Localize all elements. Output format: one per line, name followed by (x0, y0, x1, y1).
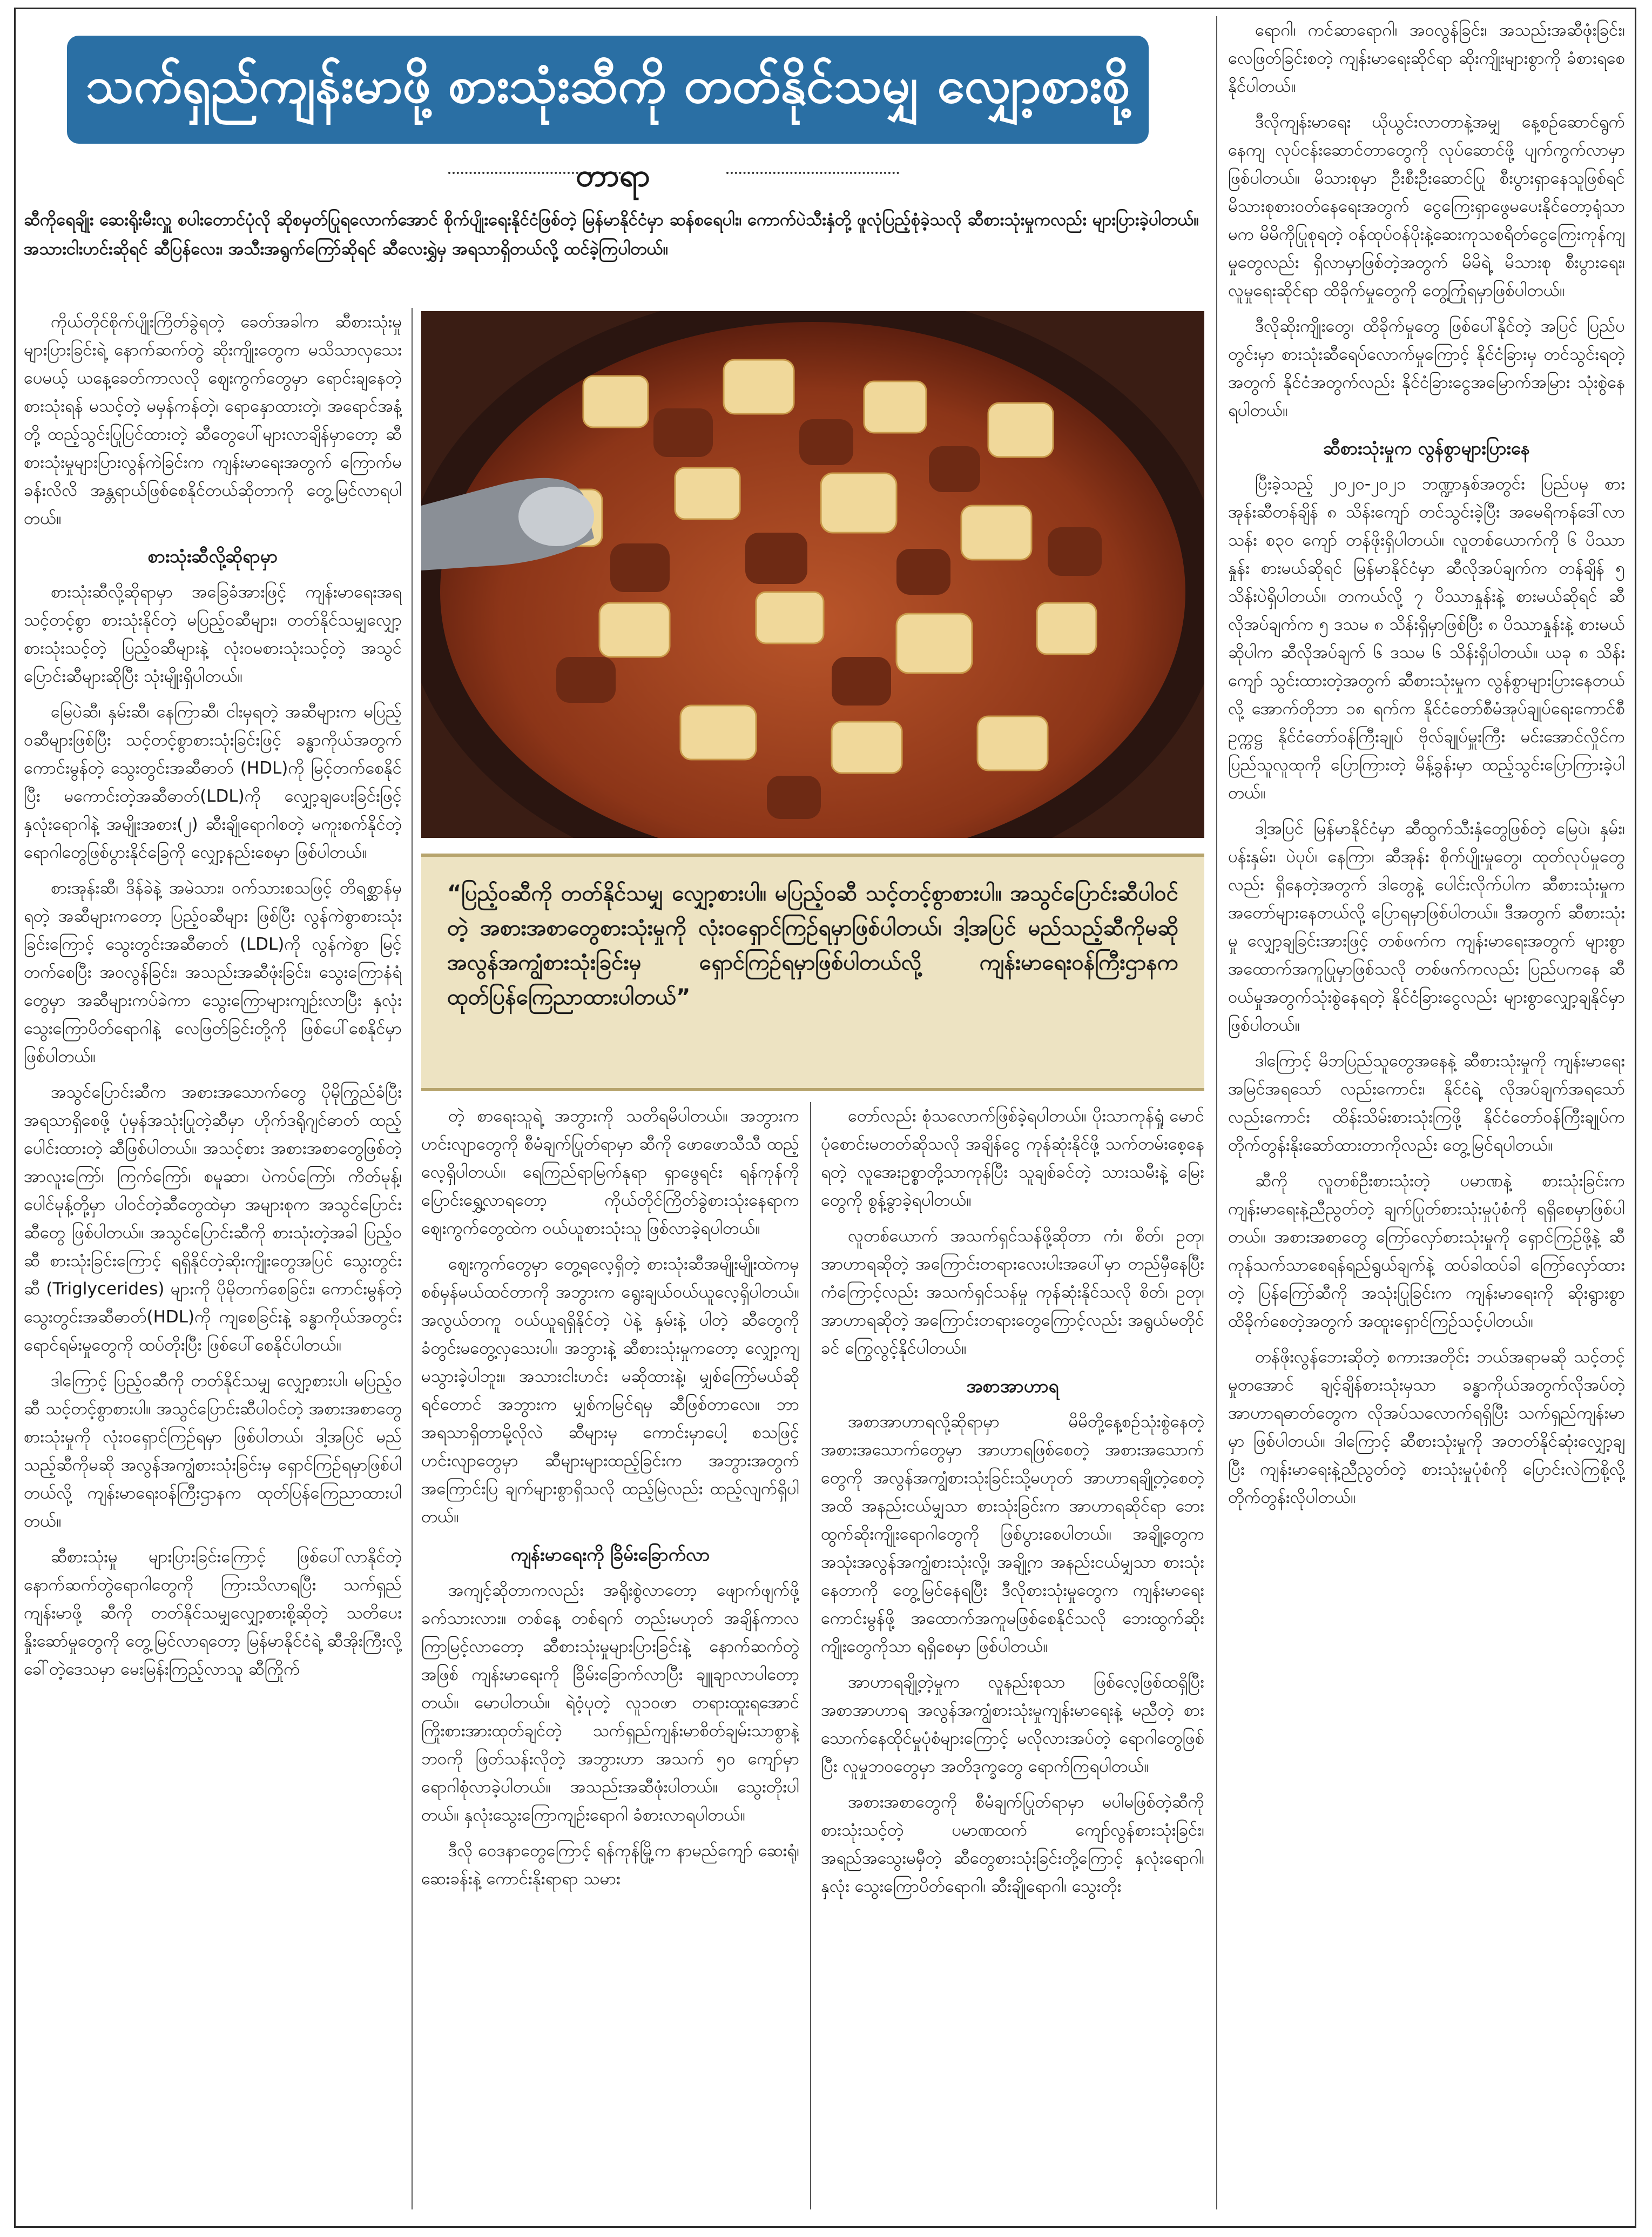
paragraph: ဒါကြောင့် မိဘပြည်သူတွေအနေနဲ့ ဆီစားသုံးမှုကို ကျန်းမာရေးအမြင်အရသော် လည်းကောင်း၊ နိုင်ငံရဲ့ လိုအပ်ချက်အရသော် လည်းကောင်း ထိန်းသိမ်းစားသုံးကြဖို့ နိုင်ငံတော်ဝန်ကြီးချုပ်က တိုက်တွန်းနိုးဆော်ထားတာကိုလည်း တွေ့မြင်ရပါတယ်။ (1228, 1051, 1625, 1155)
paragraph: ဒါ့အပြင် မြန်မာနိုင်ငံမှာ ဆီထွက်သီးနှံတွေဖြစ်တဲ့ မြေပဲ၊ နှမ်း၊ ပန်းနှမ်း၊ ပဲပုပ်၊ နေကြာ၊ ဆီအုန်း စိုက်ပျိုးမှုတွေ၊ ထုတ်လုပ်မှုတွေလည်း ရှိနေတဲ့အတွက် ဒါတွေနဲ့ ပေါင်းလိုက်ပါက ဆီစားသုံးမှုက အတော်များနေတယ်လို့ ပြောရမှာဖြစ်ပါတယ်။ ဒီအတွက် ဆီစားသုံးမှု လျှော့ချခြင်းအားဖြင့် တစ်ဖက်က ကျန်းမာရေးအတွက် များစွာအထောက်အကူပြုမှာဖြစ်သလို တစ်ဖက်ကလည်း ပြည်ပကနေ ဆီဝယ်မှုအတွက်သုံးစွဲနေရတဲ့ နိုင်ငံခြားငွေလည်း များစွာလျှော့ချနိုင်မှာ ဖြစ်ပါတယ်။ (1228, 819, 1625, 1035)
headline: သက်ရှည်ကျန်းမာဖို့ စားသုံးဆီကို တတ်နိုင်သမျှ လျှော့စားစို့ (85, 56, 1130, 114)
paragraph: မြေပဲဆီ၊ နှမ်းဆီ၊ နေကြာဆီ၊ ငါးမှရတဲ့ အဆီများက မပြည့်ဝဆီများဖြစ်ပြီး သင့်တင့်စွာစားသုံးခြင်းဖြင့် ခန္ဓာကိုယ်အတွက် ကောင်းမွန်တဲ့ သွေးတွင်းအဆီဓာတ် (HDL)ကို မြင့်တက်စေနိုင်ပြီး မကောင်းတဲ့အဆီဓာတ်(LDL)ကို လျှော့ချပေးခြင်းဖြင့် နှလုံးရောဂါနဲ့ အမျိုးအစား(၂) ဆီးချိုရောဂါစတဲ့ မကူးစက်နိုင်တဲ့ ရောဂါတွေဖြစ်ပွားနိုင်ခြေကို လျှော့နည်းစေမှာ ဖြစ်ပါတယ်။ (24, 702, 402, 862)
lead-paragraph: ဆီကိုရေချိုး ဆေးရိုးမီးလှူ စပါးတောင်ပုံလို ဆိုစမှတ်ပြုရလောက်အောင် စိုက်ပျိုးရေးနိုင်ငံဖြစ်တဲ့ မြန်မာနိုင်ငံမှာ ဆန်စရေပါး၊ ကောက်ပဲသီးနှံတို့ ဖူလုံပြည့်စုံခဲ့သလို ဆီစားသုံးမှုကလည်း များပြားခဲ့ပါတယ်။ အသားငါးဟင်းဆိုရင် ဆီပြန်လေး၊ အသီးအရွက်ကြော်ဆိုရင် ဆီလေးရွှဲမှ အရသာရှိတယ်လို့ ထင်ခဲ့ကြပါတယ်။ (24, 210, 1199, 259)
pull-quote (421, 854, 1204, 1091)
pull-quote-text: “ပြည့်ဝဆီကို တတ်နိုင်သမျှ လျှော့စားပါ။ မပြည့်ဝဆီ သင့်တင့်စွာစားပါ။ အသွင်ပြောင်းဆီပါဝင်တဲ့ အစားအစာတွေစားသုံးမှုကို လုံးဝရှောင်ကြဉ်ရမှာဖြစ်ပါတယ်၊ ဒါ့အပြင် မည်သည့်ဆီကိုမဆို အလွန်အကျွံစားသုံးခြင်းမှ ရှောင်ကြဉ်ရမှာဖြစ်ပါတယ်လို့ ကျန်းမာရေးဝန်ကြီးဌာနက ထုတ်ပြန်ကြေညာထားပါတယ်” (447, 881, 1178, 1010)
headline-banner (67, 36, 1149, 144)
paragraph: ဆီကို လူတစ်ဦးစားသုံးတဲ့ ပမာဏနဲ့ စားသုံးခြင်းက ကျန်းမာရေးနဲ့ညီညွတ်တဲ့ ချက်ပြုတ်စားသုံးမှုပုံစံကို ရရှိစေမှာဖြစ်ပါတယ်။ အစားအစာတွေ ကြော်လှော်စားသုံးမှုကို ရှောင်ကြဉ်ဖို့နဲ့ ဆီကုန်သက်သာစေရန်ရည်ရွယ်ချက်နဲ့ ထပ်ခါထပ်ခါ ကြော်လှော်ထားတဲ့ ပြန်ကြော်ဆီကို အသုံးပြုခြင်းက ကျန်းမာရေးကို ဆိုးရွားစွာထိခိုက်စေတဲ့အတွက် အထူးရှောင်ကြဉ်သင့်ပါတယ်။ (1228, 1171, 1625, 1331)
paragraph: အသွင်ပြောင်းဆီက အစားအသောက်တွေ ပိုမိုကြွည်ခံပြီး အရသာရှိစေဖို့ ပုံမှန်အသုံးပြုတဲ့ဆီမှာ ဟိုက်ဒရိုဂျင်ဓာတ် ထည့်ပေါင်းထားတဲ့ ဆီဖြစ်ပါတယ်။ အသင့်စား အစားအစာတွေဖြစ်တဲ့ အာလူးကြော်၊ ကြက်ကြော်၊ စမူဆာ၊ ပဲကပ်ကြော်၊ ကိတ်မုန့်၊ ပေါင်မုန့်တို့မှာ ပါဝင်တဲ့ဆီတွေထဲမှာ အများစုက အသွင်ပြောင်းဆီတွေ ဖြစ်ပါတယ်။ အသွင်ပြောင်းဆီကို စားသုံးတဲ့အခါ ပြည့်ဝဆီ စားသုံးခြင်းကြောင့် ရရှိနိုင်တဲ့ဆိုးကျိုးတွေအပြင် သွေးတွင်းဆီ (Triglycerides) များကို ပိုမိုတက်စေခြင်း၊ ကောင်းမွန်တဲ့ သွေးတွင်းအဆီဓာတ်(HDL)ကို ကျစေခြင်းနဲ့ ခန္ဓာကိုယ်အတွင်း ရောင်ရမ်းမှုတွေကို ထပ်တိုးပြီး ဖြစ်ပေါ်စေနိုင်ပါတယ်။ (24, 1083, 402, 1355)
paragraph: လူတစ်ယောက် အသက်ရှင်သန်ဖို့ဆိုတာ ကံ၊ စိတ်၊ ဥတု၊ အာဟာရဆိုတဲ့ အကြောင်းတရားလေးပါးအပေါ်မှာ တည်မှီနေပြီး ကံကြောင့်လည်း အသက်ရှင်သန်မှု ကုန်ဆုံးနိုင်သလို စိတ်၊ ဥတု၊ အာဟာရဆိုတဲ့ အကြောင်းတရားတွေကြောင့်လည်း အရွယ်မတိုင်ခင် ကြွေလွင့်နိုင်ပါတယ်။ (821, 1226, 1204, 1358)
paragraph: တန်ဖိုးလွန်ဘေးဆိုတဲ့ စကားအတိုင်း ဘယ်အရာမဆို သင့်တင့်မှုတအောင် ချင့်ချိန်စားသုံးမှသာ ခန္ဓာကိုယ်အတွက်လိုအပ်တဲ့ အာဟာရဓာတ်တွေက လိုအပ်သလောက်ရရှိပြီး သက်ရှည်ကျန်းမာမှာ ဖြစ်ပါတယ်။ ဒါကြောင့် ဆီစားသုံးမှုကို အတတ်နိုင်ဆုံးလျှော့ချပြီး ကျန်းမာရေးနဲ့ညီညွတ်တဲ့ စားသုံးမှုပုံစံကို ပြောင်းလဲကြစို့လို့ တိုက်တွန်းလိုပါတယ်။ (1228, 1347, 1625, 1507)
subheading: စားသုံးဆီလို့ဆိုရာမှာ (147, 546, 278, 567)
paragraph: ဒီလိုဆိုးကျိုးတွေ၊ ထိခိုက်မှုတွေ ဖြစ်ပေါ်နိုင်တဲ့ အပြင် ပြည်ပတွင်းမှာ စားသုံးဆီရေပ်လောက်မှုကြောင့် နိုင်ငံခြားမှ တင်သွင်းရတဲ့အတွက် နိုင်ငံအတွက်လည်း နိုင်ငံခြားငွေအမြောက်အမြား သုံးစွဲနေရပါတယ်။ (1228, 317, 1625, 420)
paragraph: အာဟာရချို့တဲ့မှုက လူနည်းစုသာ ဖြစ်လေ့ဖြစ်ထရှိပြီး အစာအာဟာရ အလွန်အကျွံစားသုံးမှုကျန်းမာရေးနဲ့ မညီတဲ့ စားသောက်နေထိုင်မှုပုံစံများကြောင့် မလိုလားအပ်တဲ့ ရောဂါတွေဖြစ်ပြီး လူမှုဘဝတွေမှာ အတိဒုက္ခတွေ ရောက်ကြရပါတယ်။ (821, 1672, 1204, 1776)
column-4 (1228, 16, 1625, 2209)
paragraph: တဲ့ စာရေးသူရဲ့ အဘွားကို သတိရမိပါတယ်။ အဘွားက ဟင်းလျာတွေကို စီမံချက်ပြုတ်ရာမှာ ဆီကို ဖောဖောသီသီ ထည့်လေ့ရှိပါတယ်။ ရေကြည်ရာမြက်နုရာ ရှာဖွေရင်း ရန်ကုန်ကို ပြောင်းရွှေ့လာရတော့ ကိုယ်တိုင်ကြိတ်ခွဲစားသုံးနေရာက ဈေးကွက်တွေထဲက ဝယ်ယူစားသုံးသူ ဖြစ်လာခဲ့ရပါတယ်။ (421, 1106, 799, 1238)
byline-rule-right (726, 172, 899, 174)
subheading: ကျန်းမာရေးကို ခြိမ်းခြောက်လာ (510, 1544, 710, 1565)
paragraph: ဆီစားသုံးမှု များပြားခြင်းကြောင့် ဖြစ်ပေါ်လာနိုင်တဲ့ နောက်ဆက်တွဲရောဂါတွေကို ကြားသိလာရပြီး သက်ရှည်ကျန်းမာဖို့ ဆီကို တတ်နိုင်သမျှလျှော့စားစို့ဆိုတဲ့ သတိပေးနှိုးဆော်မှုတွေကို တွေ့မြင်လာရတော့ မြန်မာနိုင်ငံရဲ့ ဆီအိုးကြီးလို့ ခေါ်တဲ့ဒေသမှာ မေးမြန်းကြည့်လာသူ ဆီကြိုက် (24, 1547, 402, 1679)
column-2 (421, 1102, 799, 2209)
paragraph: တော်လည်း စုံသလောက်ဖြစ်ခဲ့ရပါတယ်။ ပိုးသာကုန်ရှုံ မောင်ပုံစောင်းမတတ်ဆိုသလို အချိန်ငွေ ကုန်ဆုံးနိုင်ဖို့ သက်တမ်းစေ့နေရတဲ့ လူအေးဥစ္စာတို့သာကုန်ပြီး သူချစ်ခင်တဲ့ သားသမီးနဲ့ မြေးတွေကို စွန့်ခွာခဲ့ရပါတယ်။ (821, 1106, 1204, 1210)
paragraph: အကျင့်ဆိုတာကလည်း အရိုးစွဲလာတော့ ဖျောက်ဖျက်ဖို့ ခက်သားလား။ တစ်နေ့ တစ်ရက် တည်းမဟုတ် အချိန်ကာလကြာမြင့်လာတော့ ဆီစားသုံးမှုများပြားခြင်းနဲ့ နောက်ဆက်တွဲအဖြစ် ကျန်းမာရေးကို ခြိမ်းခြောက်လာပြီး ချူချာလာပါတော့တယ်။ မောပါတယ်။ ရဲဝံ့ပုတဲ့ လူ၁၀ဖာ တရားထူးရအောင် ကြိုးစားအားထုတ်ချင်တဲ့ သက်ရှည်ကျန်းမာစိတ်ချမ်းသာစွာနဲ့ ဘဝကို ဖြတ်သန်းလိုတဲ့ အဘွားဟာ အသက် ၅၀ ကျော်မှာ ရောဂါစုံလာခဲ့ပါတယ်။ အသည်းအဆီဖုံးပါတယ်။ သွေးတိုးပါတယ်။ နှလုံးသွေးကြောကျဉ်းရောဂါ ခံစားလာရပါတယ်။ (421, 1581, 799, 1825)
column-divider (412, 308, 413, 2209)
column-3 (821, 1102, 1204, 2209)
byline: တာရာ (576, 157, 650, 193)
food-photo (421, 311, 1204, 838)
paragraph: ဈေးကွက်တွေမှာ တွေ့ရလေ့ရှိတဲ့ စားသုံးဆီအမျိုးမျိုးထဲကမှ စစ်မှန်မယ်ထင်တာကို အဘွားက ရွေးချယ်ဝယ်ယူလေ့ရှိပါတယ်။ အလွယ်တကူ ဝယ်ယူရရှိနိုင်တဲ့ ပဲနဲ့ နှမ်းနဲ့ ပါတဲ့ ဆီတွေကို ခံတွင်းမတွေ့လှသေးပါ။ အဘွားနဲ့ ဆီစားသုံးမှုကတော့ လျှော့ကျမသွားခဲ့ပါဘူး။ အသားငါးဟင်း မဆိုထားနဲ့၊ မျှစ်ကြော်မယ်ဆိုရင်တောင် အဘွားက မျှစ်ကမြင်ရမှ ဆီဖြစ်တာလေ။ ဘာအရသာရှိတာမို့လိုလဲ ဆီများမှ ကောင်းမှာပေါ့ စသဖြင့် ဟင်းလျာတွေမှာ ဆီများများထည့်ခြင်းက အဘွားအတွက် အကြောင်းပြ ချက်များစွာရှိသလို ထည့်မြဲလည်း ထည့်လျက်ရှိပါတယ်။ (421, 1254, 799, 1527)
column-1 (24, 308, 402, 2209)
subheading: အစာအာဟာရ (966, 1375, 1059, 1396)
column-divider (810, 1102, 811, 2209)
paragraph: အစာအာဟာရလို့ဆိုရာမှာ မိမိတို့နေ့စဉ်သုံးစွဲနေတဲ့ အစားအသောက်တွေမှာ အာဟာရဖြစ်စေတဲ့ အစားအသောက်တွေကို အလွန်အကျွံစားသုံးခြင်းသို့မဟုတ် အာဟာရချို့တဲ့စေတဲ့အထိ အနည်းငယ်မျှသာ စားသုံးခြင်းက အာဟာရဆိုင်ရာ ဘေးထွက်ဆိုးကျိုးရောဂါတွေကို ဖြစ်ပွားစေပါတယ်။ အချို့တွေက အသုံးအလွန်အကျွံစားသုံးလို့၊ အချို့က အနည်းငယ်မျှသာ စားသုံးနေတာကို တွေ့မြင်နေရပြီး ဒီလိုစားသုံးမှုတွေက ကျန်းမာရေးကောင်းမွန်ဖို့ အထောက်အကူမဖြစ်စေနိုင်သလို ဘေးထွက်ဆိုးကျိုးတွေကိုသာ ရရှိစေမှာ ဖြစ်ပါတယ်။ (821, 1412, 1204, 1656)
column-divider (1216, 16, 1217, 2209)
paragraph: စားအုန်းဆီ၊ ဒိန်ခဲနဲ့ အမဲသား၊ ဝက်သားစသဖြင့် တိရစ္ဆာန်မှရတဲ့ အဆီများကတော့ ပြည့်ဝဆီများ ဖြစ်ပြီး လွန်ကဲစွာစားသုံးခြင်းကြောင့် သွေးတွင်းအဆီဓာတ် (LDL)ကို လွန်ကဲစွာ မြင့်တက်စေပြီး အဝလွန်ခြင်း၊ အသည်းအဆီဖုံးခြင်း၊ သွေးကြောနံရံတွေမှာ အဆီများကပ်ခဲကာ သွေးကြောများကျဉ်းလာပြီး နှလုံးသွေးကြောပိတ်ရောဂါနဲ့ လေဖြတ်ခြင်းတို့ကို ဖြစ်ပေါ်စေနိုင်မှာ ဖြစ်ပါတယ်။ (24, 878, 402, 1066)
paragraph: ကိုယ်တိုင်စိုက်ပျိုးကြိတ်ခွဲရတဲ့ ခေတ်အခါက ဆီစားသုံးမှုများပြားခြင်းရဲ့ နောက်ဆက်တွဲ ဆိုးကျိုးတွေက မသိသာလှသေးပေမယ့် ယနေ့ခေတ်ကာလလို ဈေးကွက်တွေမှာ ရောင်းချနေတဲ့ စားသုံးရန် မသင့်တဲ့ မမှန်ကန်တဲ့၊ ရောနှောထားတဲ့၊ အရောင်အနံ့တို့ ထည့်သွင်းပြုပြင်ထားတဲ့ ဆီတွေပေါ်များလာချိန်မှာတော့ ဆီစားသုံးမှုများပြားလွန်ကဲခြင်းက ကျန်းမာရေးအတွက် ကြောက်မခန်းလိလိ အန္တရာယ်ဖြစ်စေနိုင်တယ်ဆိုတာကို တွေ့မြင်လာရပါတယ်။ (24, 312, 402, 528)
paragraph: ရောဂါ၊ ကင်ဆာရောဂါ၊ အဝလွန်ခြင်း၊ အသည်းအဆီဖုံးခြင်း၊ လေဖြတ်ခြင်းစတဲ့ ကျန်းမာရေးဆိုင်ရာ ဆိုးကျိုးများစွာကို ခံစားရစေနိုင်ပါတယ်။ (1228, 21, 1625, 96)
paragraph: အစားအစာတွေကို စီမံချက်ပြုတ်ရာမှာ မပါမဖြစ်တဲ့ဆီကို စားသုံးသင့်တဲ့ ပမာဏထက် ကျော်လွန်စားသုံးခြင်း၊ အရည်အသွေးမမှီတဲ့ ဆီတွေစားသုံးခြင်းတို့ကြောင့် နှလုံးရောဂါ၊ နှလုံး သွေးကြောပိတ်ရောဂါ၊ ဆီးချိုရောဂါ၊ သွေးတိုး (821, 1792, 1204, 1896)
paragraph: ဒီလိုကျန်းမာရေး ယိုယွင်းလာတာနဲ့အမျှ နေ့စဉ်ဆောင်ရွက်နေကျ လုပ်ငန်းဆောင်တာတွေကို လုပ်ဆောင်ဖို့ ပျက်ကွက်လာမှာ ဖြစ်ပါတယ်။ မိသားစုမှာ ဦးစီးဦးဆောင်ပြု စီးပွားရှာနေသူဖြစ်ရင် မိသားစုစားဝတ်နေရေးအတွက် ငွေကြေးရှာဖွေမပေးနိုင်တော့ရုံသာမက မိမိကိုပြုစုရတဲ့ ဝန်ထုပ်ဝန်ပိုးနဲ့ဆေးကုသစရိတ်ငွေကြေးကုန်ကျမှုတွေလည်း ရှိလာမှာဖြစ်တဲ့အတွက် မိမိရဲ့ မိသားစု စီးပွားရေး၊ လူမှုရေးဆိုင်ရာ ထိခိုက်မှုတွေကို တွေ့ကြုံရမှာဖြစ်ပါတယ်။ (1228, 112, 1625, 300)
pork-curry-pot-illustration (421, 311, 1204, 838)
paragraph: ဒါကြောင့် ပြည့်ဝဆီကို တတ်နိုင်သမျှ လျှော့စားပါ၊ မပြည့်ဝဆီ သင့်တင့်စွာစားပါ။ အသွင်ပြောင်းဆီပါဝင်တဲ့ အစားအစာတွေစားသုံးမှုကို လုံးဝရှောင်ကြဉ်ရမှာ ဖြစ်ပါတယ်၊ ဒါ့အပြင် မည်သည့်ဆီကိုမဆို အလွန်အကျွံစားသုံးခြင်းမှ ရှောင်ကြဉ်ရမှာဖြစ်ပါတယ်လို့ ကျန်းမာရေးဝန်ကြီးဌာနက ထုတ်ပြန်ကြေညာထားပါတယ်။ (24, 1371, 402, 1531)
paragraph: ဒီလို ဝေဒနာတွေကြောင့် ရန်ကုန်မြို့က နာမည်ကျော် ဆေးရုံ၊ ဆေးခန်းနဲ့ ကောင်းနိုးရာရာ သမား (421, 1841, 799, 1889)
subheading: ဆီစားသုံးမှုက လွန်စွာများပြားနေ (1323, 438, 1530, 459)
paragraph: စားသုံးဆီလို့ဆိုရာမှာ အခြေခံအားဖြင့် ကျန်းမာရေးအရ သင့်တင့်စွာ စားသုံးနိုင်တဲ့ မပြည့်ဝဆီများ၊ တတ်နိုင်သမျှလျှော့ စားသုံးသင့်တဲ့ ပြည့်ဝဆီများနဲ့ လုံးဝမစားသုံးသင့်တဲ့ အသွင်ပြောင်းဆီများဆိုပြီး သုံးမျိုးရှိပါတယ်။ (24, 582, 402, 686)
paragraph: ပြီးခဲ့သည့် ၂၀၂၀-၂၀၂၁ ဘဏ္ဍာနှစ်အတွင်း ပြည်ပမှ စားအုန်းဆီတန်ချိန် ၈ သိန်းကျော် တင်သွင်းခဲ့ပြီး အမေရိကန်ဒေါ်လာသန်း စ၃၀ ကျော် တန်ဖိုးရှိပါတယ်။ လူတစ်ယောက်ကို ၆ ပိဿာနှုန်း စားမယ်ဆိုရင် မြန်မာနိုင်ငံမှာ ဆီလိုအပ်ချက်က တန်ချိန် ၅ သိန်းပဲရှိပါတယ်။ တကယ်လို့ ၇ ပိဿာနှုန်းနဲ့ စားမယ်ဆိုရင် ဆီလိုအပ်ချက်က ၅ ဒသမ ၈ သိန်းရှိမှာဖြစ်ပြီး ၈ ပိဿာနှုန်းနဲ့ စားမယ်ဆိုပါက ဆီလိုအပ်ချက် ၆ ဒသမ ၆ သိန်းရှိပါတယ်။ ယခု ၈ သိန်းကျော် သွင်းထားတဲ့အတွက် ဆီစားသုံးမှုက လွန်စွာများပြားနေတယ်လို့ အောက်တိုဘာ ၁၈ ရက်က နိုင်ငံတော်စီမံအုပ်ချုပ်ရေးကောင်စီ ဥက္ကဋ္ဌ နိုင်ငံတော်ဝန်ကြီးချုပ် ဗိုလ်ချုပ်မှူးကြီး မင်းအောင်လှိုင်က ပြည်သူလူထုကို ပြောကြားတဲ့ မိန့်ခွန်းမှာ ထည့်သွင်းပြောကြားခဲ့ပါတယ်။ (1228, 474, 1625, 803)
